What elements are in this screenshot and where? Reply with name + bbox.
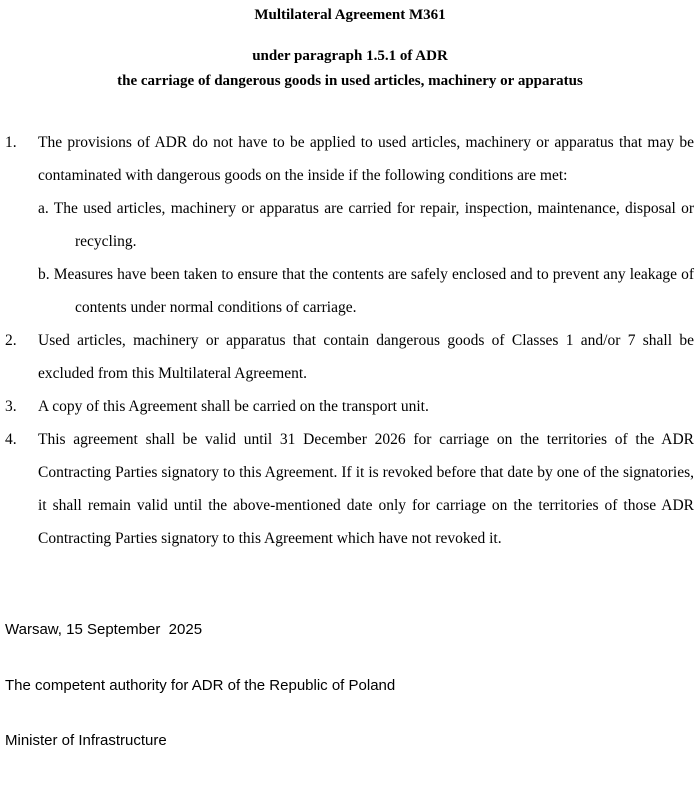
clause-number: 4.	[5, 431, 17, 448]
clause-subitem-b	[38, 258, 694, 324]
subitem-text: The used articles, machinery or apparatus are carried for repair, inspection, maintenance, disposal or recycling.	[53, 200, 694, 250]
document-subtitle-paragraph: under paragraph 1.5.1 of ADR	[252, 48, 448, 64]
document-title-block	[0, 0, 700, 89]
subitem-text: Measures have been taken to ensure that the contents are safely enclosed and to prevent any leakage of contents under normal conditions of carriage.	[53, 266, 695, 316]
clause-text: A copy of this Agreement shall be carried on the transport unit.	[38, 398, 429, 415]
signature-place-date: Warsaw, 15 September 2025	[5, 621, 203, 638]
clause-item-2	[0, 324, 700, 390]
document-title: Multilateral Agreement M361	[254, 7, 446, 23]
subitem-label: a.	[38, 200, 49, 217]
clause-item-1	[0, 126, 700, 324]
clause-number: 2.	[5, 332, 17, 349]
clause-item-3	[0, 390, 700, 423]
clause-number: 3.	[5, 398, 17, 415]
document-subject-line: the carriage of dangerous goods in used articles, machinery or apparatus	[117, 73, 583, 89]
agreement-clause-list	[0, 126, 700, 555]
clause-text: The provisions of ADR do not have to be applied to used articles, machinery or apparatus that may be contaminated with dangerous goods on the inside if the following conditions are met:	[38, 134, 694, 184]
signature-block	[5, 584, 395, 788]
clause-item-4	[0, 423, 700, 555]
clause-text: Used articles, machinery or apparatus that contain dangerous goods of Classes 1 and/or 7 shall be excluded from this Multilateral Agreement.	[38, 332, 694, 382]
signature-authority: The competent authority for ADR of the Republic of Poland	[5, 676, 396, 694]
clause-number: 1.	[5, 134, 17, 151]
signature-signatory-title: Minister of Infrastructure	[5, 732, 167, 749]
subitem-label: b.	[38, 266, 50, 283]
clause-subitem-a	[38, 192, 694, 258]
clause-text: This agreement shall be valid until 31 December 2026 for carriage on the territories of the ADR Contracting Parties signatory to this Agreement. If it is revoked before that date by one of the signatories, it shall remain valid until the above-mentioned date only for carriage on the territories of those ADR Contracting Parties signatory to this Agreement which have not revoked it.	[38, 431, 694, 547]
